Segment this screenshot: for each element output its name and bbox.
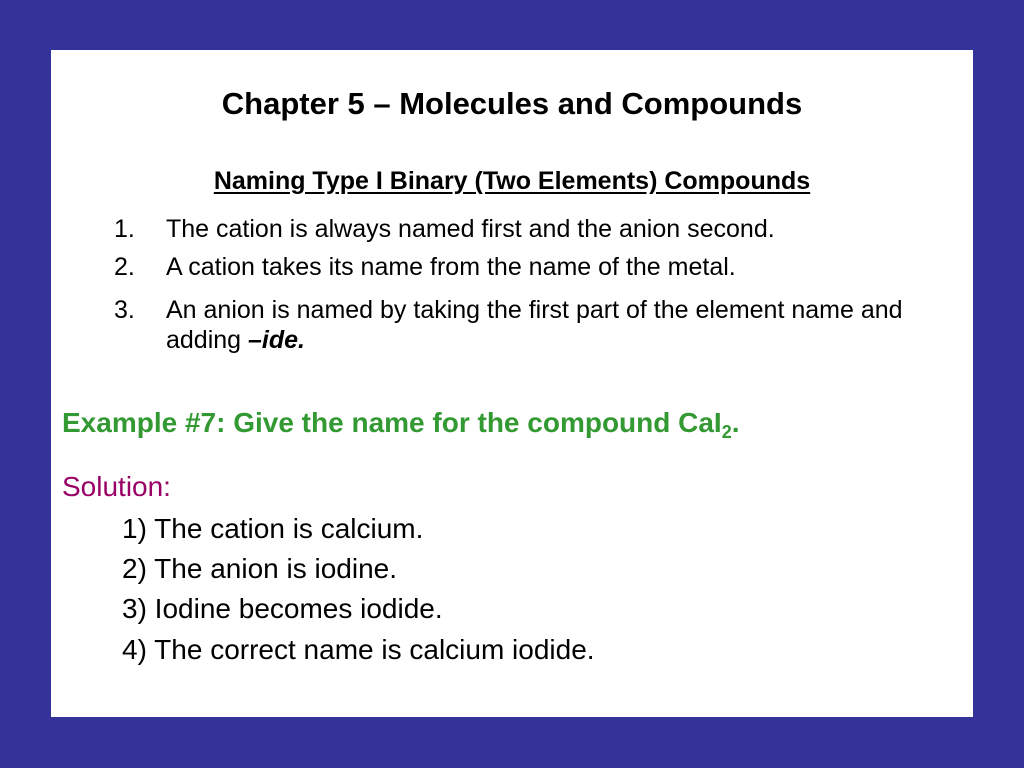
example-text: Example #7: Give the name for the compound CaI <box>62 407 722 438</box>
solution-label: Solution: <box>62 471 171 502</box>
rule-suffix: –ide. <box>248 326 306 354</box>
solution-step-4: 4) The correct name is calcium iodide. <box>122 634 595 665</box>
solution-step-2: 2) The anion is iodine. <box>122 553 397 584</box>
solution-step-1: 1) The cation is calcium. <box>122 513 424 544</box>
rule-text: An anion is named by taking the first part of the element name and adding <box>166 296 903 354</box>
rule-text-wrapper <box>166 295 966 355</box>
slide-title: Chapter 5 – Molecules and Compounds <box>221 86 803 121</box>
rule-text: A cation takes its name from the name of the metal. <box>166 253 736 281</box>
rule-number: 1. <box>114 215 135 243</box>
example-heading <box>62 406 740 440</box>
example-subscript: 2 <box>721 422 732 442</box>
rule-number: 3. <box>114 296 135 324</box>
rule-text: The cation is always named first and the anion second. <box>166 215 775 243</box>
rule-number: 2. <box>114 253 135 281</box>
solution-step-3: 3) Iodine becomes iodide. <box>122 593 443 624</box>
slide-subtitle: Naming Type I Binary (Two Elements) Compounds <box>213 167 811 195</box>
example-end: . <box>731 407 740 438</box>
